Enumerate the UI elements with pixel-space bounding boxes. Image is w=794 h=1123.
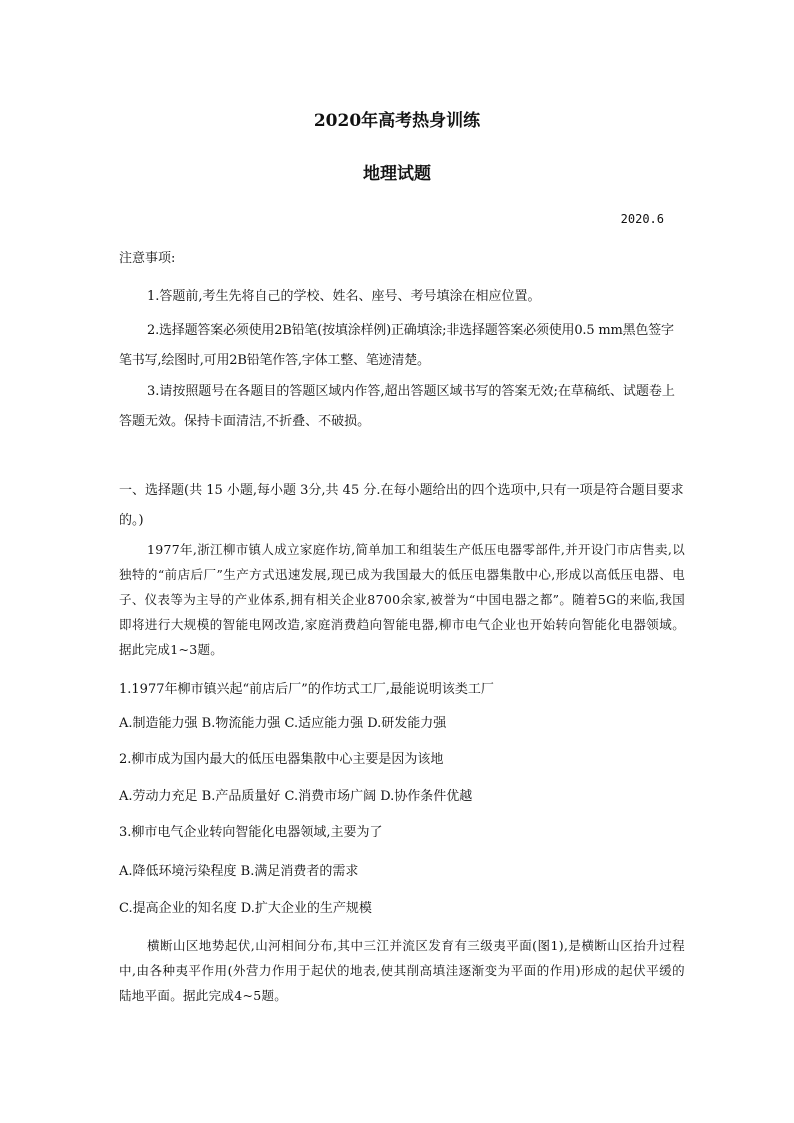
notice-item-3: 3.请按照题号在各题目的答题区域内作答,超出答题区域书写的答案无效;在草稿纸、试题卷上答题无效。保持卡面清洁,不折叠、不破损。 xyxy=(119,384,675,429)
exam-date: 2020.6 xyxy=(620,212,664,226)
exam-title: 2020年高考热身训练 xyxy=(313,111,481,131)
question-3-stem: 3.柳市电气企业转向智能化电器领域,主要为了 xyxy=(119,825,383,840)
question-3-options-ab: A.降低环境污染程度 B.满足消费者的需求 xyxy=(119,864,359,879)
question-3-options-cd: C.提高企业的知名度 D.扩大企业的生产规模 xyxy=(119,901,372,916)
question-1-options: A.制造能力强 B.物流能力强 C.适应能力强 D.研发能力强 xyxy=(119,716,447,731)
question-2-options: A.劳动力充足 B.产品质量好 C.消费市场广阔 D.协作条件优越 xyxy=(119,789,473,804)
notice-item-2: 2.选择题答案必须使用2B铅笔(按填涂样例)正确填涂;非选择题答案必须使用0.5 mm黑色签字笔书写,绘图时,可用2B铅笔作答,字体工整、笔迹清楚。 xyxy=(119,323,674,368)
exam-subject: 地理试题 xyxy=(363,164,431,184)
notice-item-1: 1.答题前,考生先将自己的学校、姓名、座号、考号填涂在相应位置。 xyxy=(147,289,541,304)
section-heading: 一、选择题(共 15 小题,每小题 3分,共 45 分.在每小题给出的四个选项中,只有一项是符合题目要求的。) xyxy=(119,483,684,528)
passage-hengduan: 横断山区地势起伏,山河相间分布,其中三江并流区发育有三级夷平面(图1),是横断山区抬升过程中,由各种夷平作用(外营力作用于起伏的地表,使其削高填洼逐渐变为平面的作用)形成的起伏平缓的陆地平面。据此完成4~5题。 xyxy=(119,938,685,1003)
question-1-stem: 1.1977年柳市镇兴起“前店后厂”的作坊式工厂,最能说明该类工厂 xyxy=(119,682,494,697)
passage-liushi: 1977年,浙江柳市镇人成立家庭作坊,简单加工和组装生产低压电器零部件,并开设门市店售卖,以独特的“前店后厂”生产方式迅速发展,现已成为我国最大的低压电器集散中心,形成以高低压电器、电子、仪表等为主导的产业体系,拥有相关企业8700余家,被誉为“中国电器之都”。随着5G的来临,我国即将进行大规模的智能电网改造,家庭消费趋向智能电器,柳市电气企业也开始转向智能化电器领域。据此完成1~3题。 xyxy=(119,542,685,657)
notice-heading: 注意事项: xyxy=(119,251,176,266)
question-2-stem: 2.柳市成为国内最大的低压电器集散中心主要是因为该地 xyxy=(119,752,444,767)
